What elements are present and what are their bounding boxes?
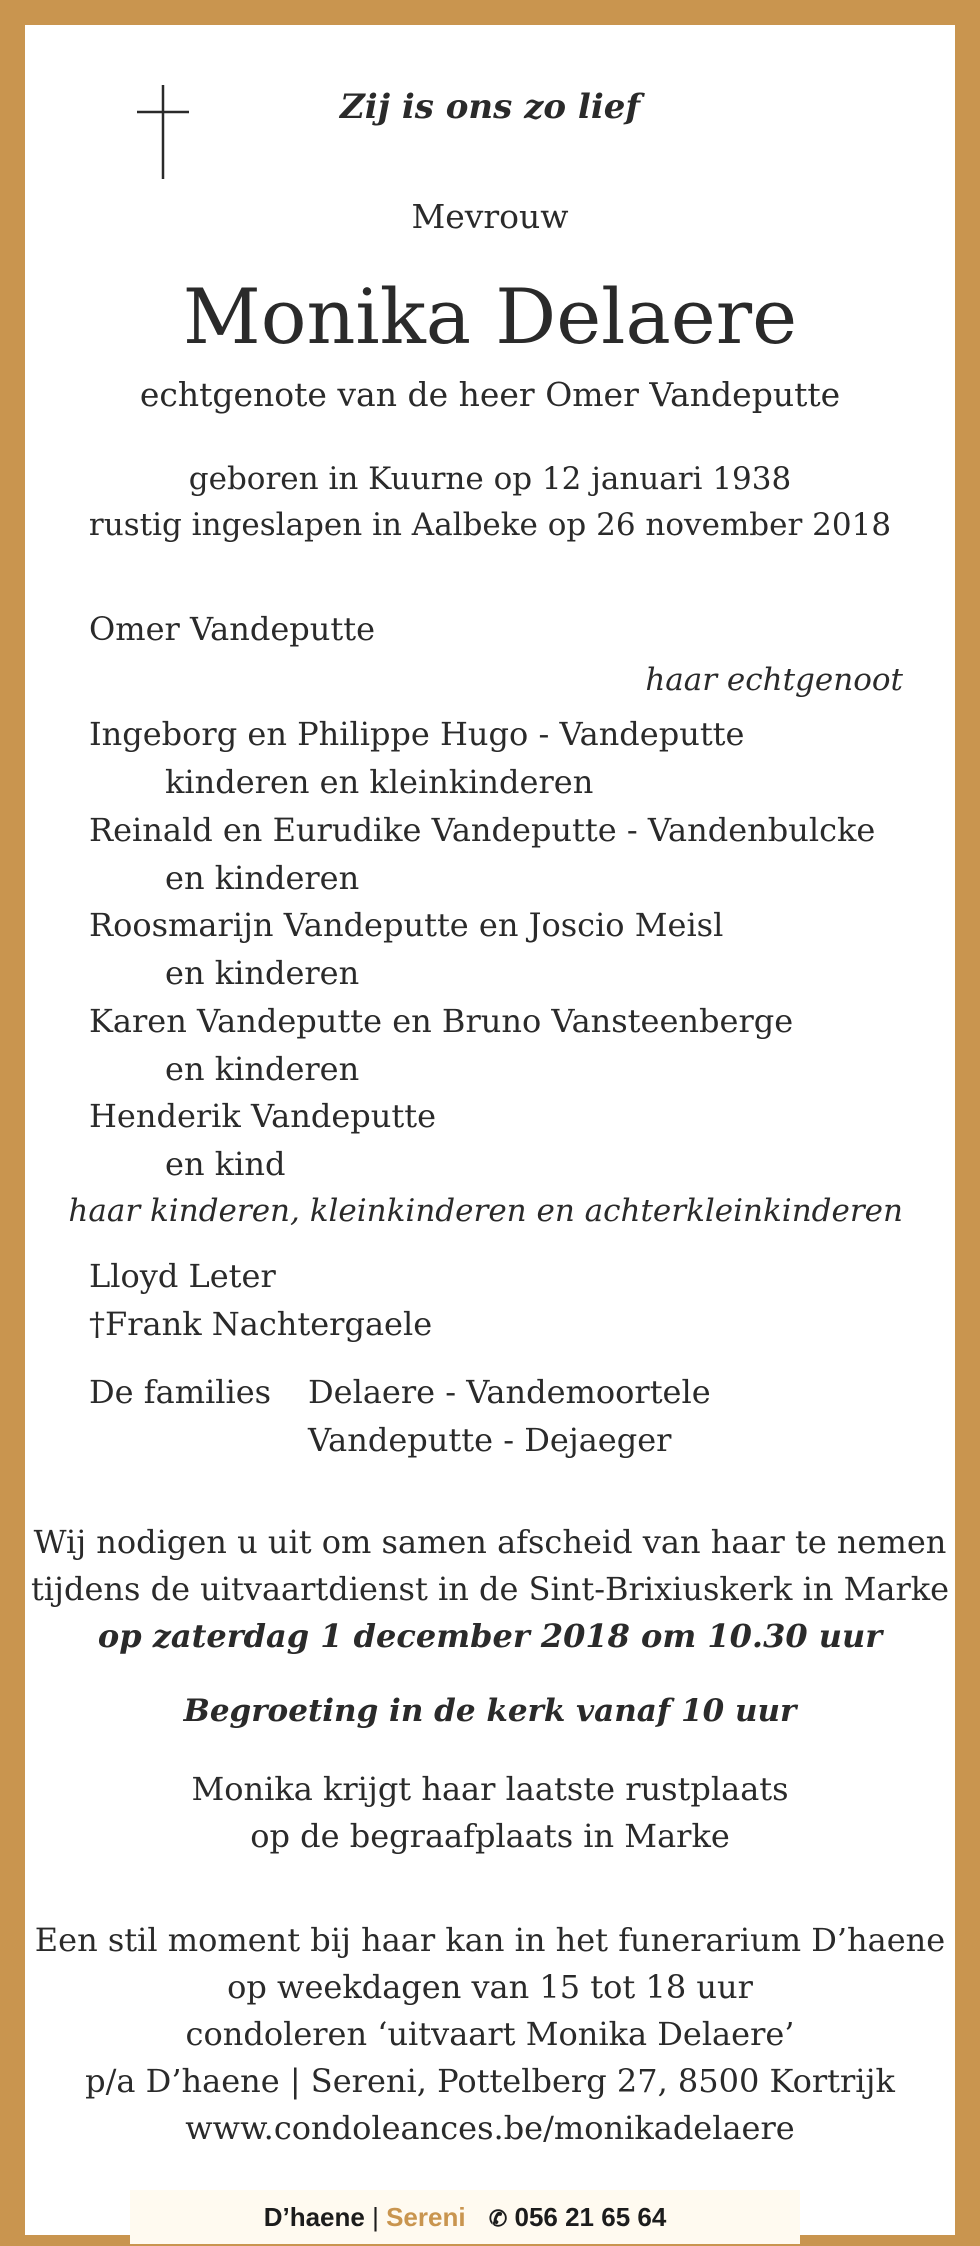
family-names: Ingeborg en Philippe Hugo - Vandeputte	[89, 715, 745, 753]
family-sub: en kinderen	[165, 954, 360, 992]
condolence-address: p/a D’haene | Sereni, Pottelberg 27, 8500 Kortrijk	[85, 2062, 895, 2100]
family-names: Roosmarijn Vandeputte en Joscio Meisl	[89, 906, 724, 944]
husband-role: haar echtgenoot	[645, 662, 903, 698]
brand-dhaene: D’haene	[263, 2202, 365, 2232]
resting-line: op de begraafplaats in Marke	[250, 1817, 730, 1855]
husband-name: Omer Vandeputte	[89, 610, 376, 648]
birth-line: geboren in Kuurne op 12 januari 1938	[188, 461, 792, 497]
family-names: Karen Vandeputte en Bruno Vansteenberge	[89, 1002, 794, 1040]
motto: Zij is ons zo lief	[339, 87, 641, 127]
family-names: Henderik Vandeputte	[89, 1097, 436, 1135]
other-mourner: Lloyd Leter	[89, 1257, 276, 1295]
other-mourner: †Frank Nachtergaele	[89, 1305, 433, 1343]
condolence-line: condoleren ‘uitvaart Monika Delaere’	[185, 2015, 795, 2053]
phone-icon: ✆	[488, 2206, 508, 2231]
brand-sereni: Sereni	[386, 2202, 466, 2232]
family-surname: Vandeputte - Dejaeger	[308, 1421, 672, 1459]
family-names: Reinald en Eurudike Vandeputte - Vandenbulcke	[89, 811, 876, 849]
death-line: rustig ingeslapen in Aalbeke op 26 november 2018	[88, 507, 892, 543]
family-sub: en kinderen	[165, 1050, 360, 1088]
invitation-line: Wij nodigen u uit om samen afscheid van haar te nemen	[33, 1523, 947, 1561]
phone-number[interactable]: 056 21 65 64	[514, 2202, 667, 2232]
visitation-hours: op weekdagen van 15 tot 18 uur	[227, 1968, 753, 2006]
family-sub: en kind	[165, 1145, 286, 1183]
brand-separator: |	[372, 2202, 379, 2232]
children-role: haar kinderen, kleinkinderen en achterkleinkinderen	[68, 1193, 903, 1229]
family-sub: kinderen en kleinkinderen	[165, 763, 594, 801]
death-notice-card	[25, 25, 955, 2235]
family-sub: en kinderen	[165, 859, 360, 897]
spouse-line: echtgenote van de heer Omer Vandeputte	[139, 375, 841, 414]
title-prefix: Mevrouw	[411, 197, 569, 236]
family-surname: Delaere - Vandemoortele	[308, 1373, 711, 1411]
resting-line: Monika krijgt haar laatste rustplaats	[191, 1770, 789, 1808]
deceased-name: Monika Delaere	[182, 272, 798, 361]
greeting-time: Begroeting in de kerk vanaf 10 uur	[183, 1693, 797, 1729]
invitation-line: tijdens de uitvaartdienst in de Sint-Brixiuskerk in Marke	[30, 1570, 950, 1608]
footer-brand-bar	[130, 2190, 800, 2244]
condolence-website[interactable]: www.condoleances.be/monikadelaere	[185, 2109, 795, 2147]
families-label: De families	[89, 1373, 272, 1411]
service-date: op zaterdag 1 december 2018 om 10.30 uur	[97, 1617, 883, 1655]
visitation-line: Een stil moment bij haar kan in het funerarium D’haene	[34, 1921, 946, 1959]
